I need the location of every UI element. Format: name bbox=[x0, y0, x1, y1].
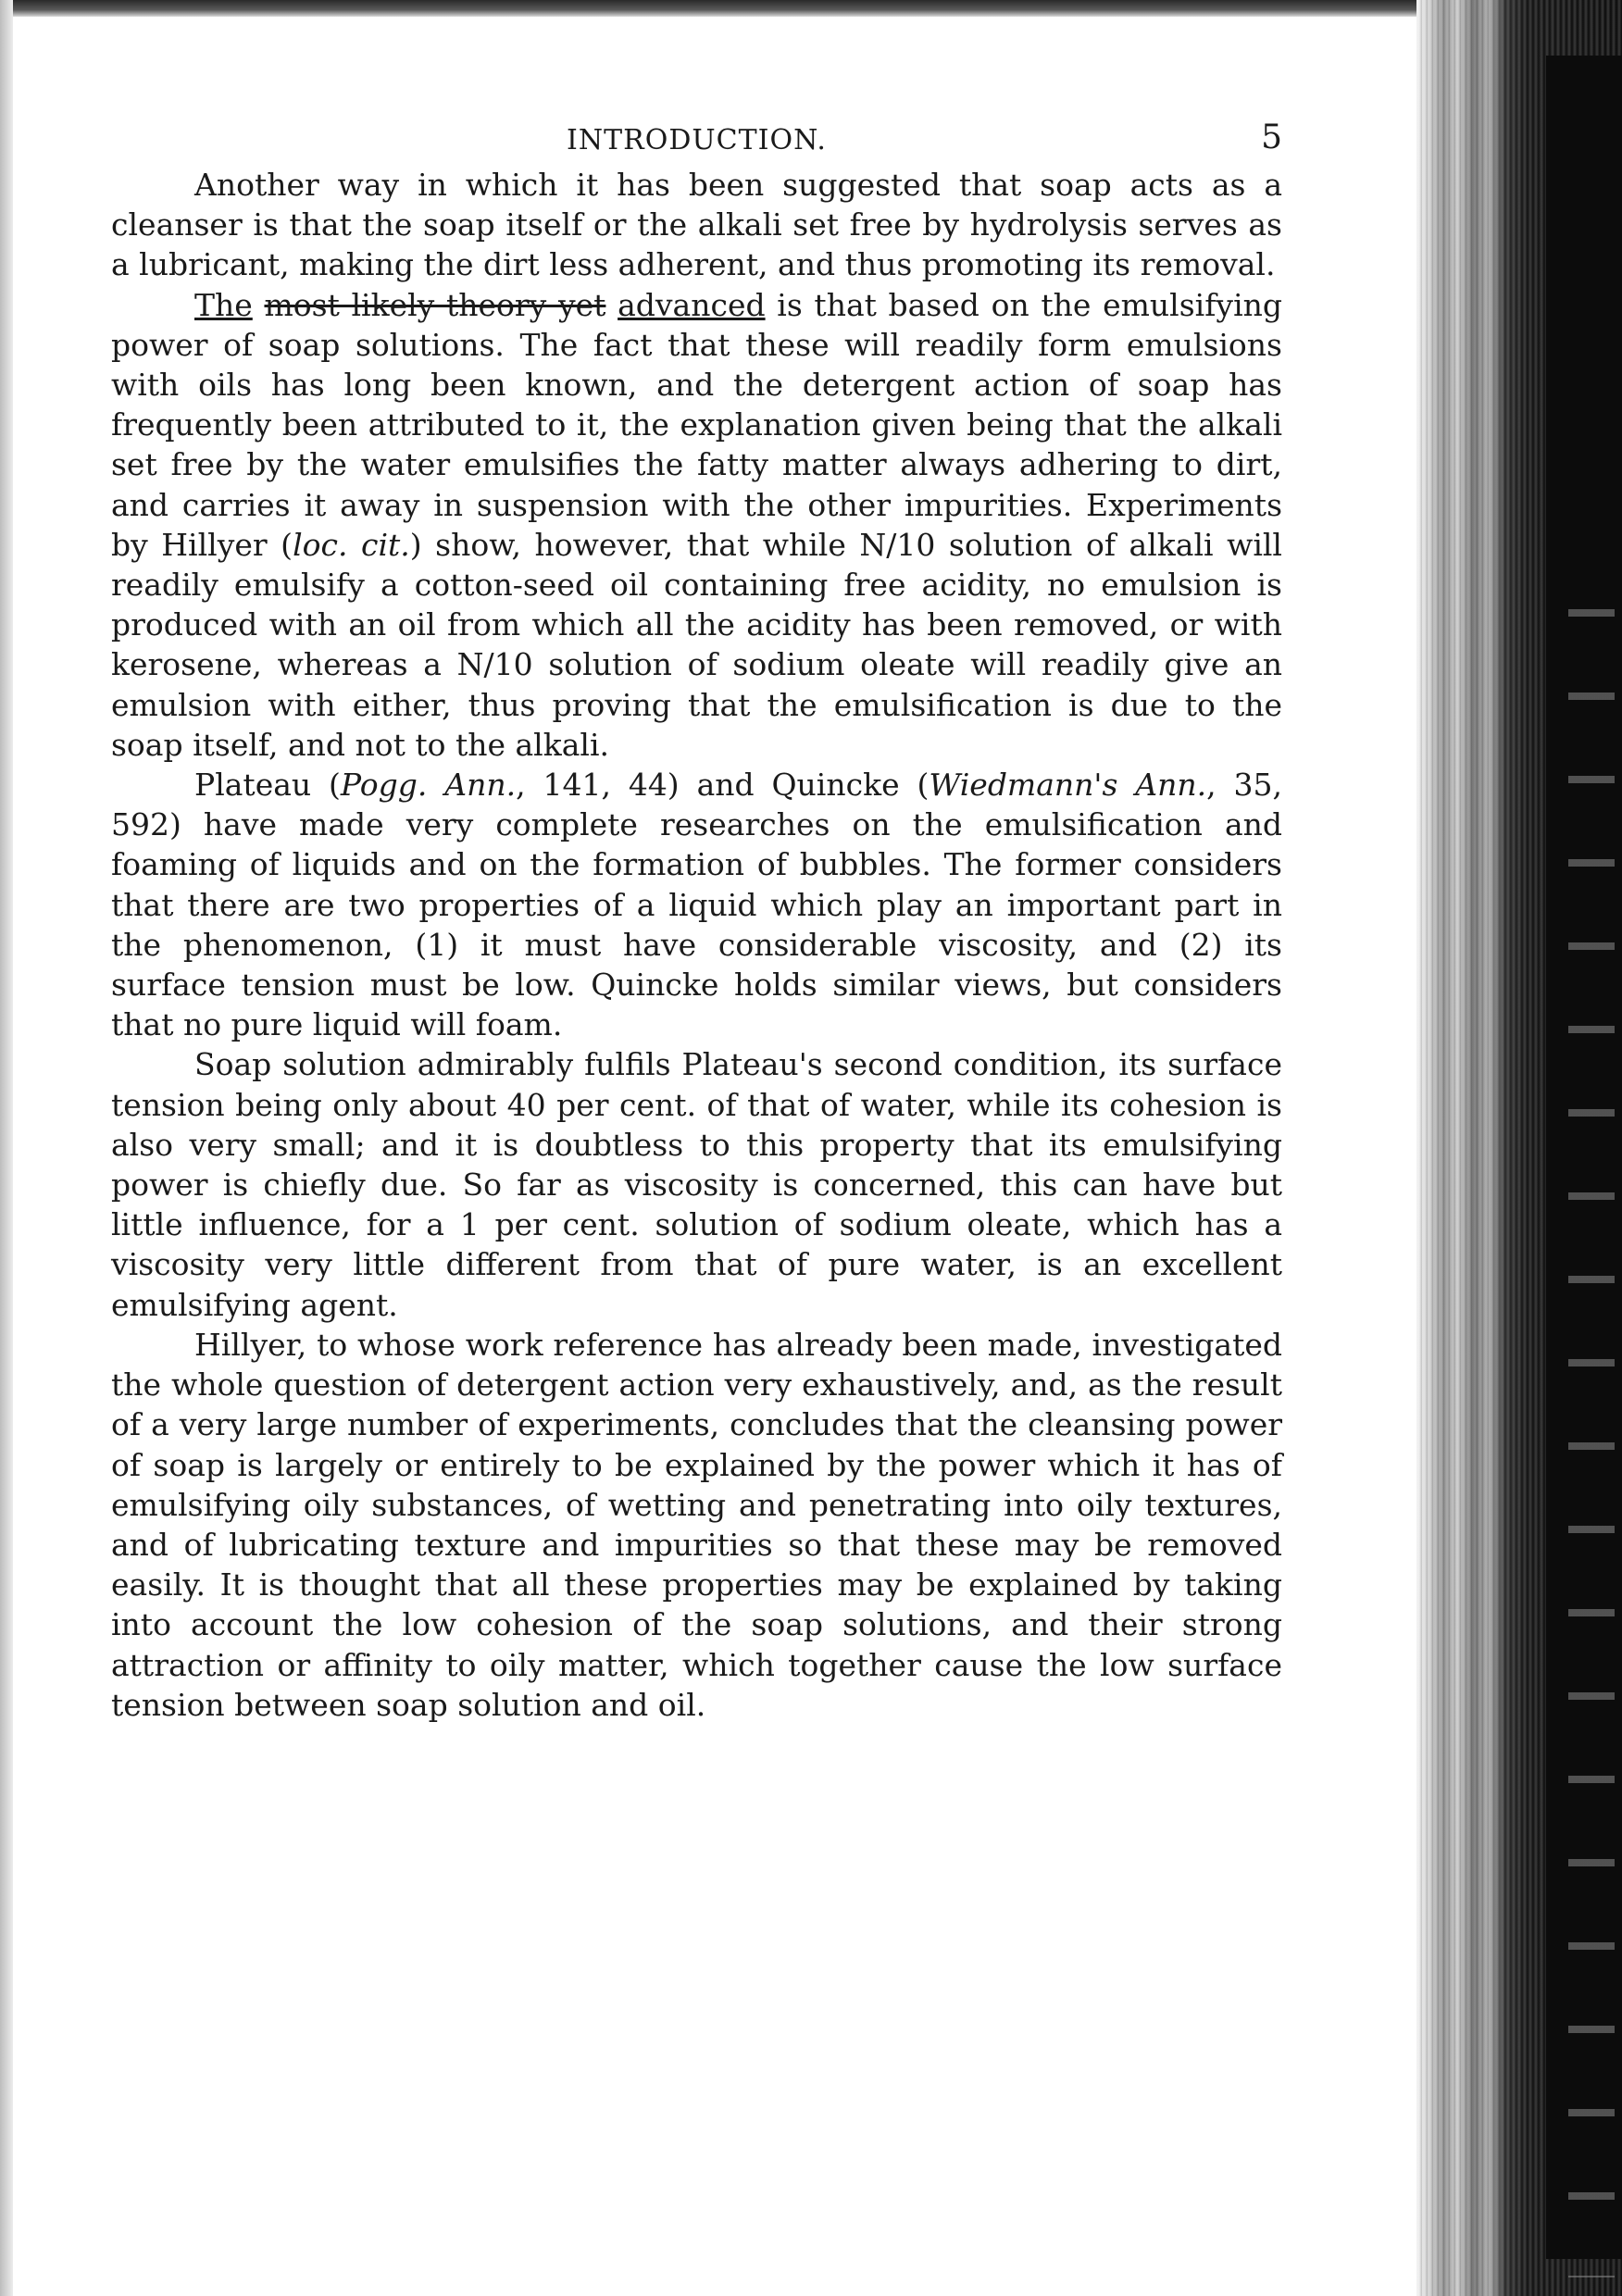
paragraph-2 bbox=[111, 285, 1282, 765]
scan-left-edge bbox=[0, 0, 13, 2296]
paragraph-1: Another way in which it has been suggested that soap acts as a cleanser is that the soap itself or the alkali set free by hydrolysis serves as a lubricant, making the dirt less adherent, and thus promoting its removal. bbox=[111, 167, 1282, 283]
binding-marks bbox=[1568, 574, 1615, 2277]
paragraph-3-text: Plateau ( bbox=[194, 767, 341, 804]
paragraph-3-text: , 141, 44) and Quincke ( bbox=[516, 767, 930, 804]
chapter-title: INTRODUCTION. bbox=[567, 124, 827, 156]
scan-top-edge bbox=[0, 0, 1574, 17]
paragraph-4: Soap solution admirably fulfils Plateau's second condition, its surface tension being only about 40 per cent. of that of water, while its cohesion is also very small; and it is doubtless to this property that its emulsifying power is chiefly due. So far as viscosity is concerned, this can have but little influence, for a 1 per cent. solution of sodium oleate, which has a viscosity very little different from that of pure water, is an excellent emulsifying agent. bbox=[111, 1046, 1282, 1323]
paragraph-3 bbox=[111, 765, 1282, 1044]
underlined-word: The bbox=[194, 286, 253, 323]
struck-through-phrase: most likely theory yet bbox=[264, 286, 606, 323]
running-head bbox=[111, 109, 1282, 165]
citation: Pogg. Ann. bbox=[340, 767, 517, 804]
underlined-word: advanced bbox=[618, 286, 766, 323]
page-number: 5 bbox=[1261, 119, 1282, 156]
citation: loc. cit. bbox=[293, 526, 410, 563]
paragraph-2-text: ) show, however, that while N/10 solution of alkali will readily emulsify a cotton-seed oil containing free acidity, no emulsion is produced with an oil from which all the acidity has been removed, or with kerosene, whereas a N/10 solution of sodium oleate will readily give an emulsion with either, thus proving that the emulsification is due to the soap itself, and not to the alkali. bbox=[111, 526, 1282, 763]
paragraph-3-text: , 35, 592) have made very complete researches on the emulsification and foaming of liquids and on the formation of bubbles. The former considers that there are two properties of a liquid which play an important part in the phenomenon, (1) it must have considerable viscosity, and (2) its surface tension must be low. Quincke holds similar views, but considers that no pure liquid will foam. bbox=[111, 767, 1282, 1043]
paragraph-2-text: is that based on the emulsifying power of soap solutions. The fact that these will readily form emulsions with oils has long been known, and the detergent action of soap has frequently been attributed to it, the explanation given being that the alkali set free by the water emulsifies the fatty matter always adhering to dirt, and carries it away in suspension with the other impurities. Experiments by Hillyer ( bbox=[111, 286, 1282, 563]
paragraph-5: Hillyer, to whose work reference has already been made, investigated the whole question of detergent action very exhaustively, and, as the result of a very large number of experiments, concludes that the cleansing power of soap is largely or entirely to be explained by the power which it has of emulsifying oily substances, of wetting and penetrating into oily textures, and of lubricating texture and impurities so that these may be removed easily. It is thought that all these properties may be explained by taking into account the low cohesion of the soap solutions, and their strong attraction or affinity to oily matter, which together cause the low surface tension between soap solution and oil. bbox=[111, 1326, 1282, 1723]
citation: Wiedmann's Ann. bbox=[929, 767, 1207, 804]
book-page bbox=[111, 109, 1282, 1725]
